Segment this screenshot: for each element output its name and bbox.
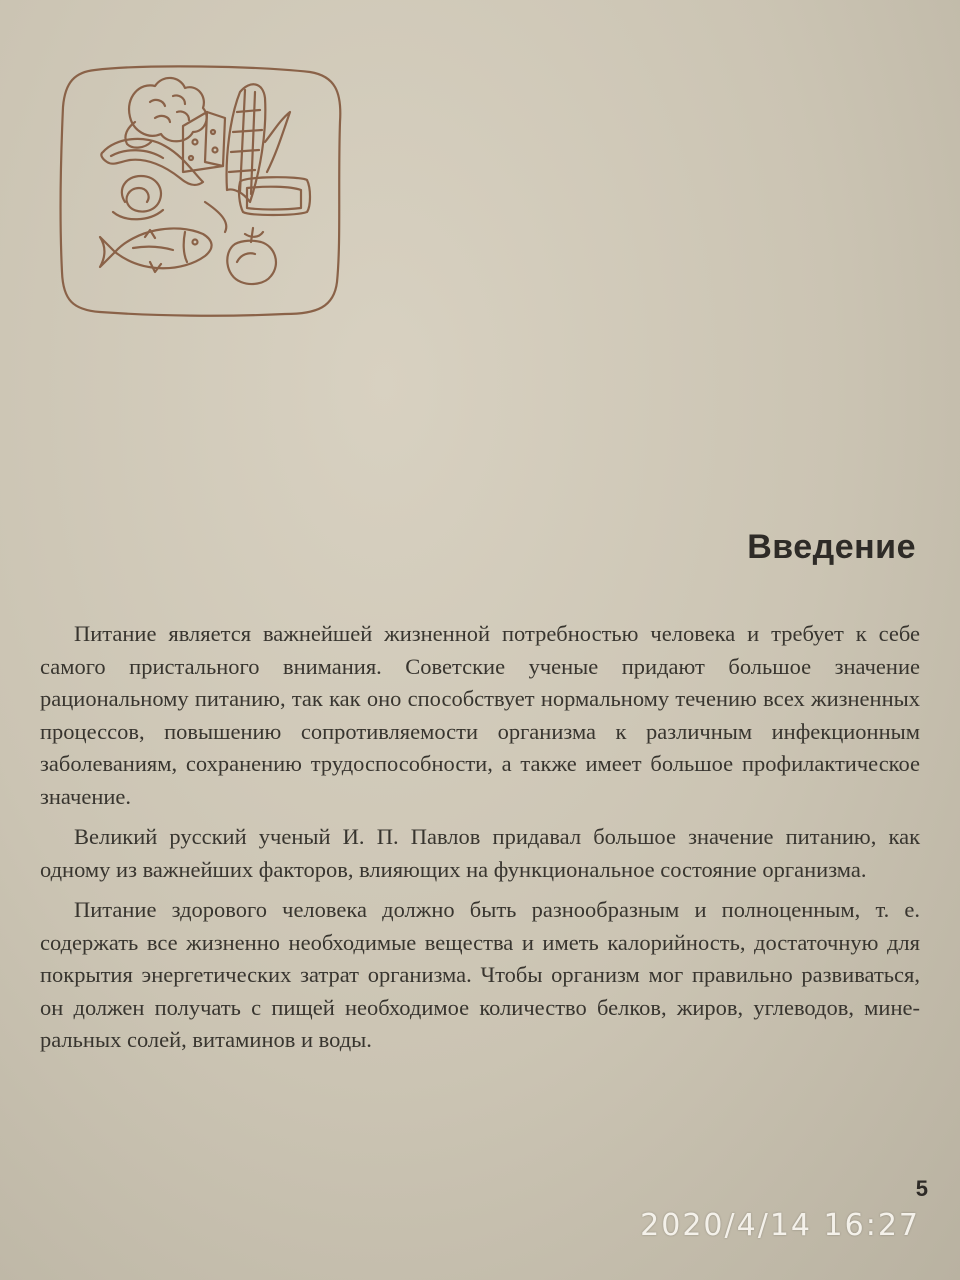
paragraph-2: Великий русский ученый И. П. Павлов придавал большое значение питанию, как одному из важнейших факторов, влияющих на функциональное состояние организма. [40, 824, 920, 882]
photo-timestamp: 2020/4/14 16:27 [640, 1208, 920, 1243]
body-text [40, 618, 920, 1065]
food-illustration-icon [55, 62, 345, 320]
chapter-heading: Введение [747, 528, 916, 566]
page-number: 5 [915, 1176, 928, 1201]
paragraph-1: Питание является важнейшей жизненной потребностью человека и требует к себе самого пристального внимания. Советские ученые придают большое значение рациональному питанию, так как оно способствует нормальному течению всех жизненных процессов, повышению сопротивляемости организма к различным инфекционным заболеваниям, сохранению трудоспособности, а также имеет большое профилактическое значение. [40, 621, 920, 809]
paragraph-3: Питание здорового человека должно быть разнообразным и полноценным, т. е. содержать все жизненно необходимые вещества и иметь калорийность, достаточную для покрытия энергетических затрат организма. Чтобы организм мог правильно развиваться, он должен получать с пищей необходимое количество белков, жиров, углеводов, минеральных солей, витаминов и воды. [40, 897, 920, 1052]
